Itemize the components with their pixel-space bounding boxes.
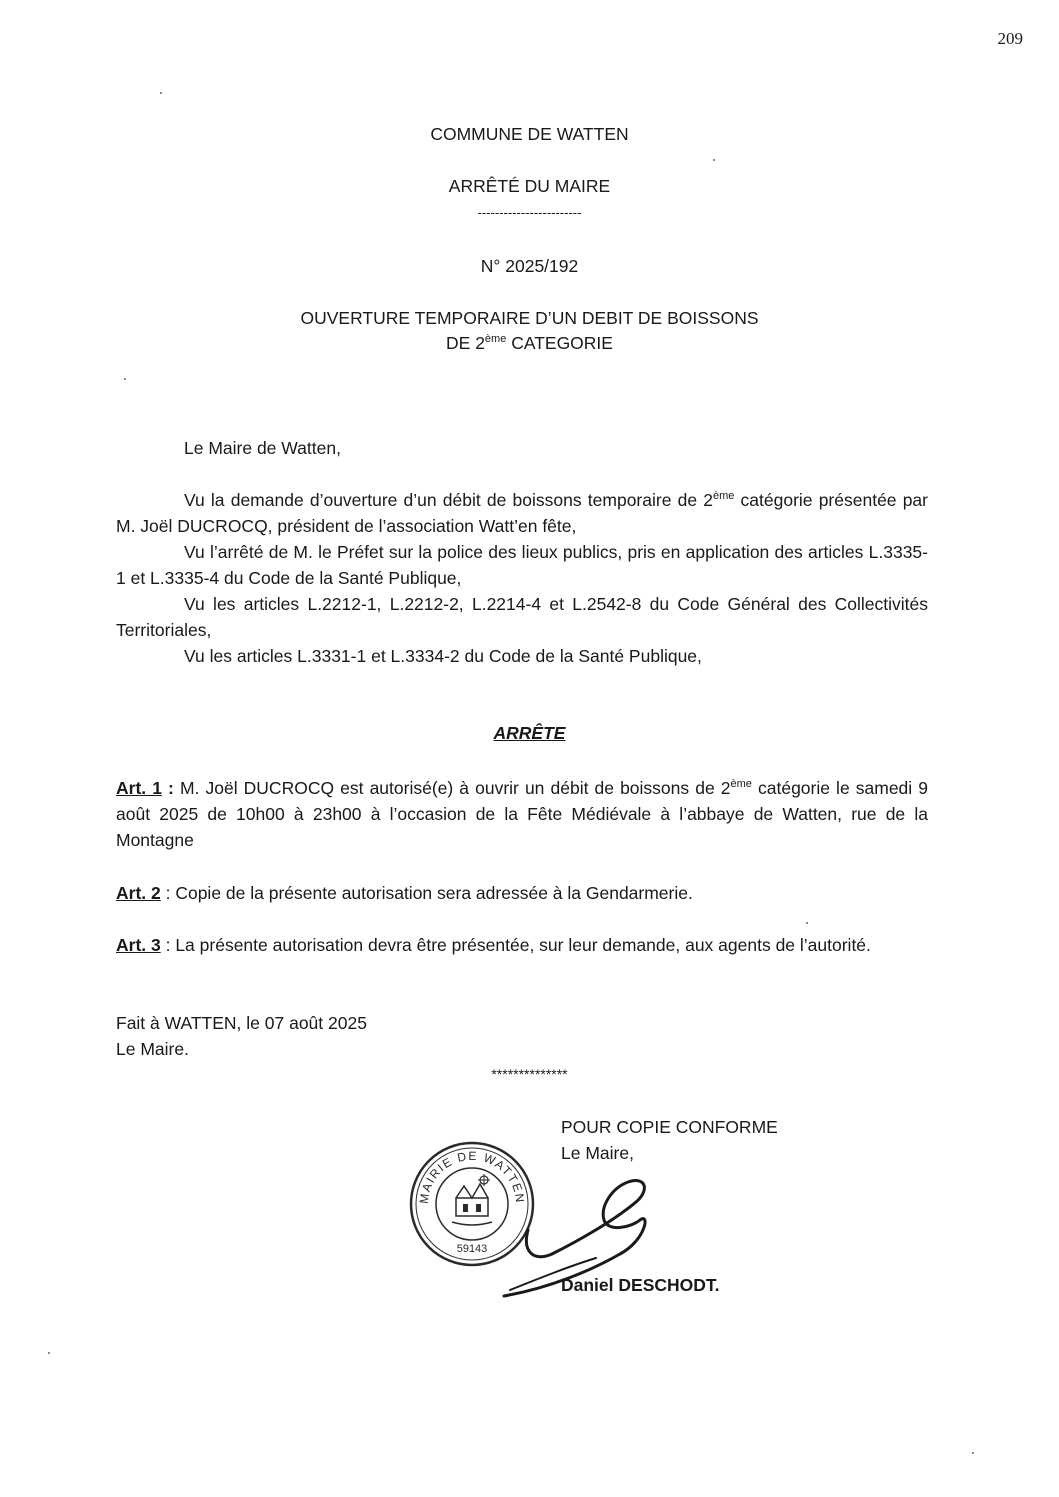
subject-line-1: OUVERTURE TEMPORAIRE D’UN DEBIT DE BOISSONS bbox=[300, 308, 759, 328]
vu-clause-2: Vu l’arrêté de M. le Préfet sur la police des lieux publics, pris en application des articles L.3335-1 et L.3335-4 du Code de la Santé Publique, bbox=[116, 542, 928, 588]
page-number: 209 bbox=[997, 29, 1023, 48]
vu-clause-1: Vu la demande d’ouverture d’un débit de boissons temporaire de 2ème catégorie présentée par M. Joël DUCROCQ, président de l’association Watt’en fête, bbox=[116, 490, 928, 536]
subject-line-2: DE 2ème CATEGORIE bbox=[446, 333, 613, 353]
article-3: Art. 3 : La présente autorisation devra être présentée, sur leur demande, aux agents de l’autorité. bbox=[116, 935, 871, 955]
seal-emblem-icon bbox=[452, 1174, 492, 1225]
mayor-signature bbox=[500, 1162, 660, 1300]
svg-text:MAIRIE DE WATTEN: MAIRIE DE WATTEN bbox=[416, 1148, 528, 1205]
signer-title: Le Maire. bbox=[116, 1039, 189, 1059]
vu-clause-4: Vu les articles L.3331-1 et L.3334-2 du Code de la Santé Publique, bbox=[184, 646, 702, 666]
article-1-label: Art. 1 bbox=[116, 778, 162, 798]
place-date: Fait à WATTEN, le 07 août 2025 bbox=[116, 1013, 367, 1033]
vu-clause-3: Vu les articles L.2212-1, L.2212-2, L.2214-4 et L.2542-8 du Code Général des Collectivités Territoriales, bbox=[116, 594, 928, 640]
arrete-heading: ARRÊTE bbox=[493, 723, 566, 743]
scan-speck bbox=[124, 378, 126, 380]
certified-mayor-line: Le Maire, bbox=[561, 1143, 634, 1163]
decree-number: N° 2025/192 bbox=[480, 256, 579, 276]
stars-separator: ************** bbox=[491, 1066, 568, 1082]
svg-text:59143: 59143 bbox=[456, 1243, 488, 1255]
article-2: Art. 2 : Copie de la présente autorisation sera adressée à la Gendarmerie. bbox=[116, 883, 693, 903]
scan-speck bbox=[972, 1452, 974, 1454]
scan-speck bbox=[713, 159, 715, 161]
header-separator: ------------------------ bbox=[477, 205, 582, 220]
decree-type: ARRÊTÉ DU MAIRE bbox=[448, 176, 611, 196]
scan-speck bbox=[48, 1352, 50, 1354]
article-2-label: Art. 2 bbox=[116, 883, 161, 903]
mayor-name: Daniel DESCHODT. bbox=[561, 1275, 720, 1295]
article-1: Art. 1 : M. Joël DUCROCQ est autorisé(e) à ouvrir un débit de boissons de 2ème catégorie le samedi 9 août 2025 de 10h00 à 23h00 à l’occasion de la Fête Médiévale à l’abbaye de Watten, rue de la Montagne bbox=[116, 778, 928, 850]
article-3-label: Art. 3 bbox=[116, 935, 161, 955]
scan-speck bbox=[160, 92, 162, 94]
scan-speck bbox=[806, 922, 808, 924]
preamble-block bbox=[116, 487, 928, 669]
commune-title: COMMUNE DE WATTEN bbox=[430, 124, 629, 144]
salutation: Le Maire de Watten, bbox=[184, 438, 341, 458]
certified-copy-line: POUR COPIE CONFORME bbox=[561, 1117, 778, 1137]
